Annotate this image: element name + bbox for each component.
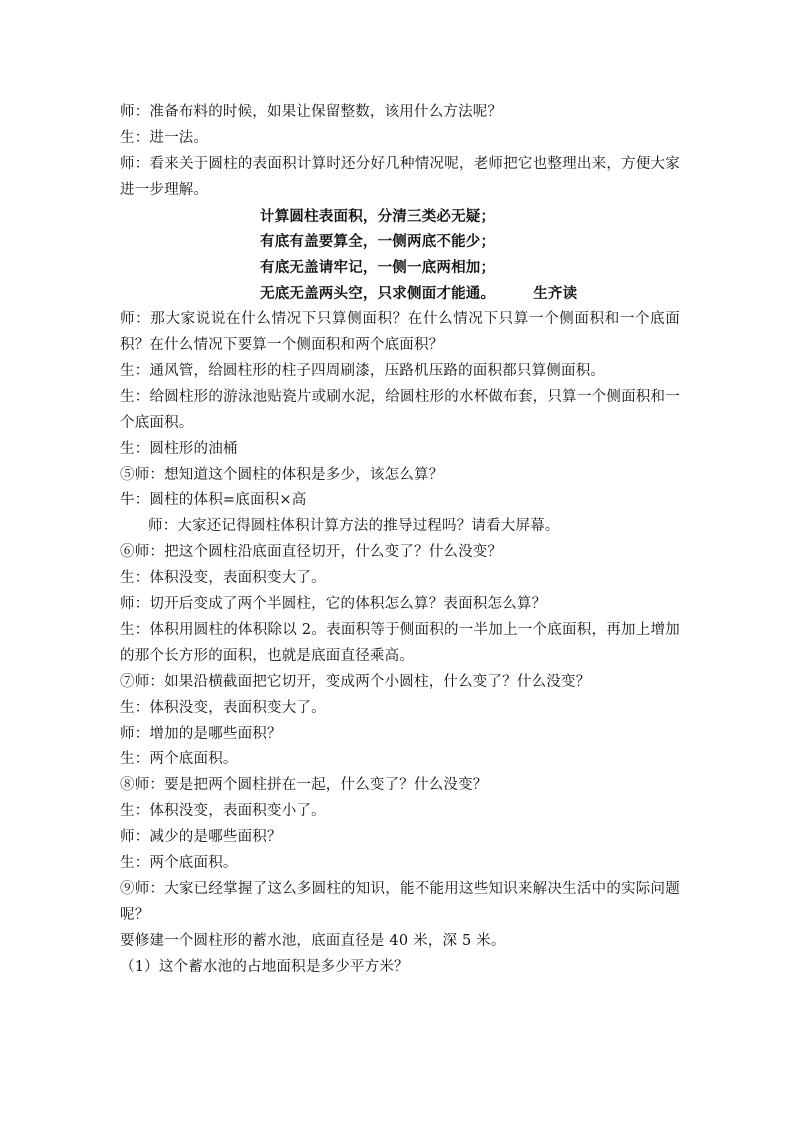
text-line: 生：体积没变，表面积变大了。	[120, 699, 326, 716]
text-line: 生：体积没变，表面积变小了。	[120, 803, 326, 820]
verse-text: 无底无盖两头空，只求侧面才能通。	[260, 285, 496, 303]
verse-line: 有底无盖请牢记，一侧一底两相加；	[260, 259, 496, 277]
text-line: 生：通风管，给圆柱形的柱子四周刷漆，压路机压路的面积都只算侧面积。	[120, 362, 606, 379]
text-line: 生：两个底面积。	[120, 751, 238, 768]
text-line: 师：切开后变成了两个半圆柱，它的体积怎么算？表面积怎么算？	[120, 596, 547, 613]
verse-line-final	[120, 281, 680, 307]
text-paragraph: 师：那大家说说在什么情况下只算侧面积？在什么情况下只算一个侧面积和一个底面积？在什么情况下要算一个侧面积和两个底面积？	[120, 311, 680, 354]
text-paragraph: 生：给圆柱形的游泳池贴瓷片或刷水泥，给圆柱形的水杯做布套，只算一个侧面积和一个底面积。	[120, 388, 680, 431]
text-paragraph: 师：看来关于圆柱的表面积计算时还分好几种情况呢，老师把它也整理出来，方便大家进一步理解。	[120, 155, 680, 198]
text-paragraph: 生：体积用圆柱的体积除以 2。表面积等于侧面积的一半加上一个底面积，再加上增加的那个长方形的面积，也就是底面直径乘高。	[120, 621, 680, 664]
text-line: ⑦师：如果沿横截面把它切开，变成两个小圆柱，什么变了？什么没变？	[120, 673, 591, 690]
text-line: 师：减少的是哪些面积？	[120, 829, 282, 846]
text-line: ⑥师：把这个圆柱沿底面直径切开，什么变了？什么没变？	[120, 544, 503, 561]
text-line: （1）这个蓄水池的占地面积是多少平方米？	[120, 958, 409, 975]
text-paragraph: ⑨师：大家已经掌握了这么多圆柱的知识，能不能用这些知识来解决生活中的实际问题呢？	[120, 880, 680, 923]
text-line: 生：两个底面积。	[120, 854, 238, 871]
text-line: ⑧师：要是把两个圆柱拼在一起，什么变了？什么没变？	[120, 777, 488, 794]
verse-line: 有底有盖要算全，一侧两底不能少；	[260, 233, 496, 251]
verse-line: 计算圆柱表面积，分清三类必无疑；	[260, 207, 496, 225]
text-line: ⑤师：想知道这个圆柱的体积是多少，该怎么算？	[120, 466, 444, 483]
read-together-note: 生齐读	[533, 285, 578, 303]
text-line: 生：圆柱形的油桶	[120, 440, 238, 457]
document-body	[120, 100, 680, 980]
text-line: 要修建一个圆柱形的蓄水池，底面直径是 40 米，深 5 米。	[120, 932, 506, 949]
text-line: 师：准备布料的时候，如果让保留整数，该用什么方法呢？	[120, 104, 503, 120]
text-line: 牛：圆柱的体积=底面积×高	[120, 492, 307, 509]
text-line: 师：增加的是哪些面积？	[120, 725, 282, 742]
text-line: 师：大家还记得圆柱体积计算方法的推导过程吗？请看大屏幕。	[148, 518, 560, 535]
text-line: 生：进一法。	[120, 129, 209, 146]
text-line: 生：体积没变，表面积变大了。	[120, 570, 326, 587]
